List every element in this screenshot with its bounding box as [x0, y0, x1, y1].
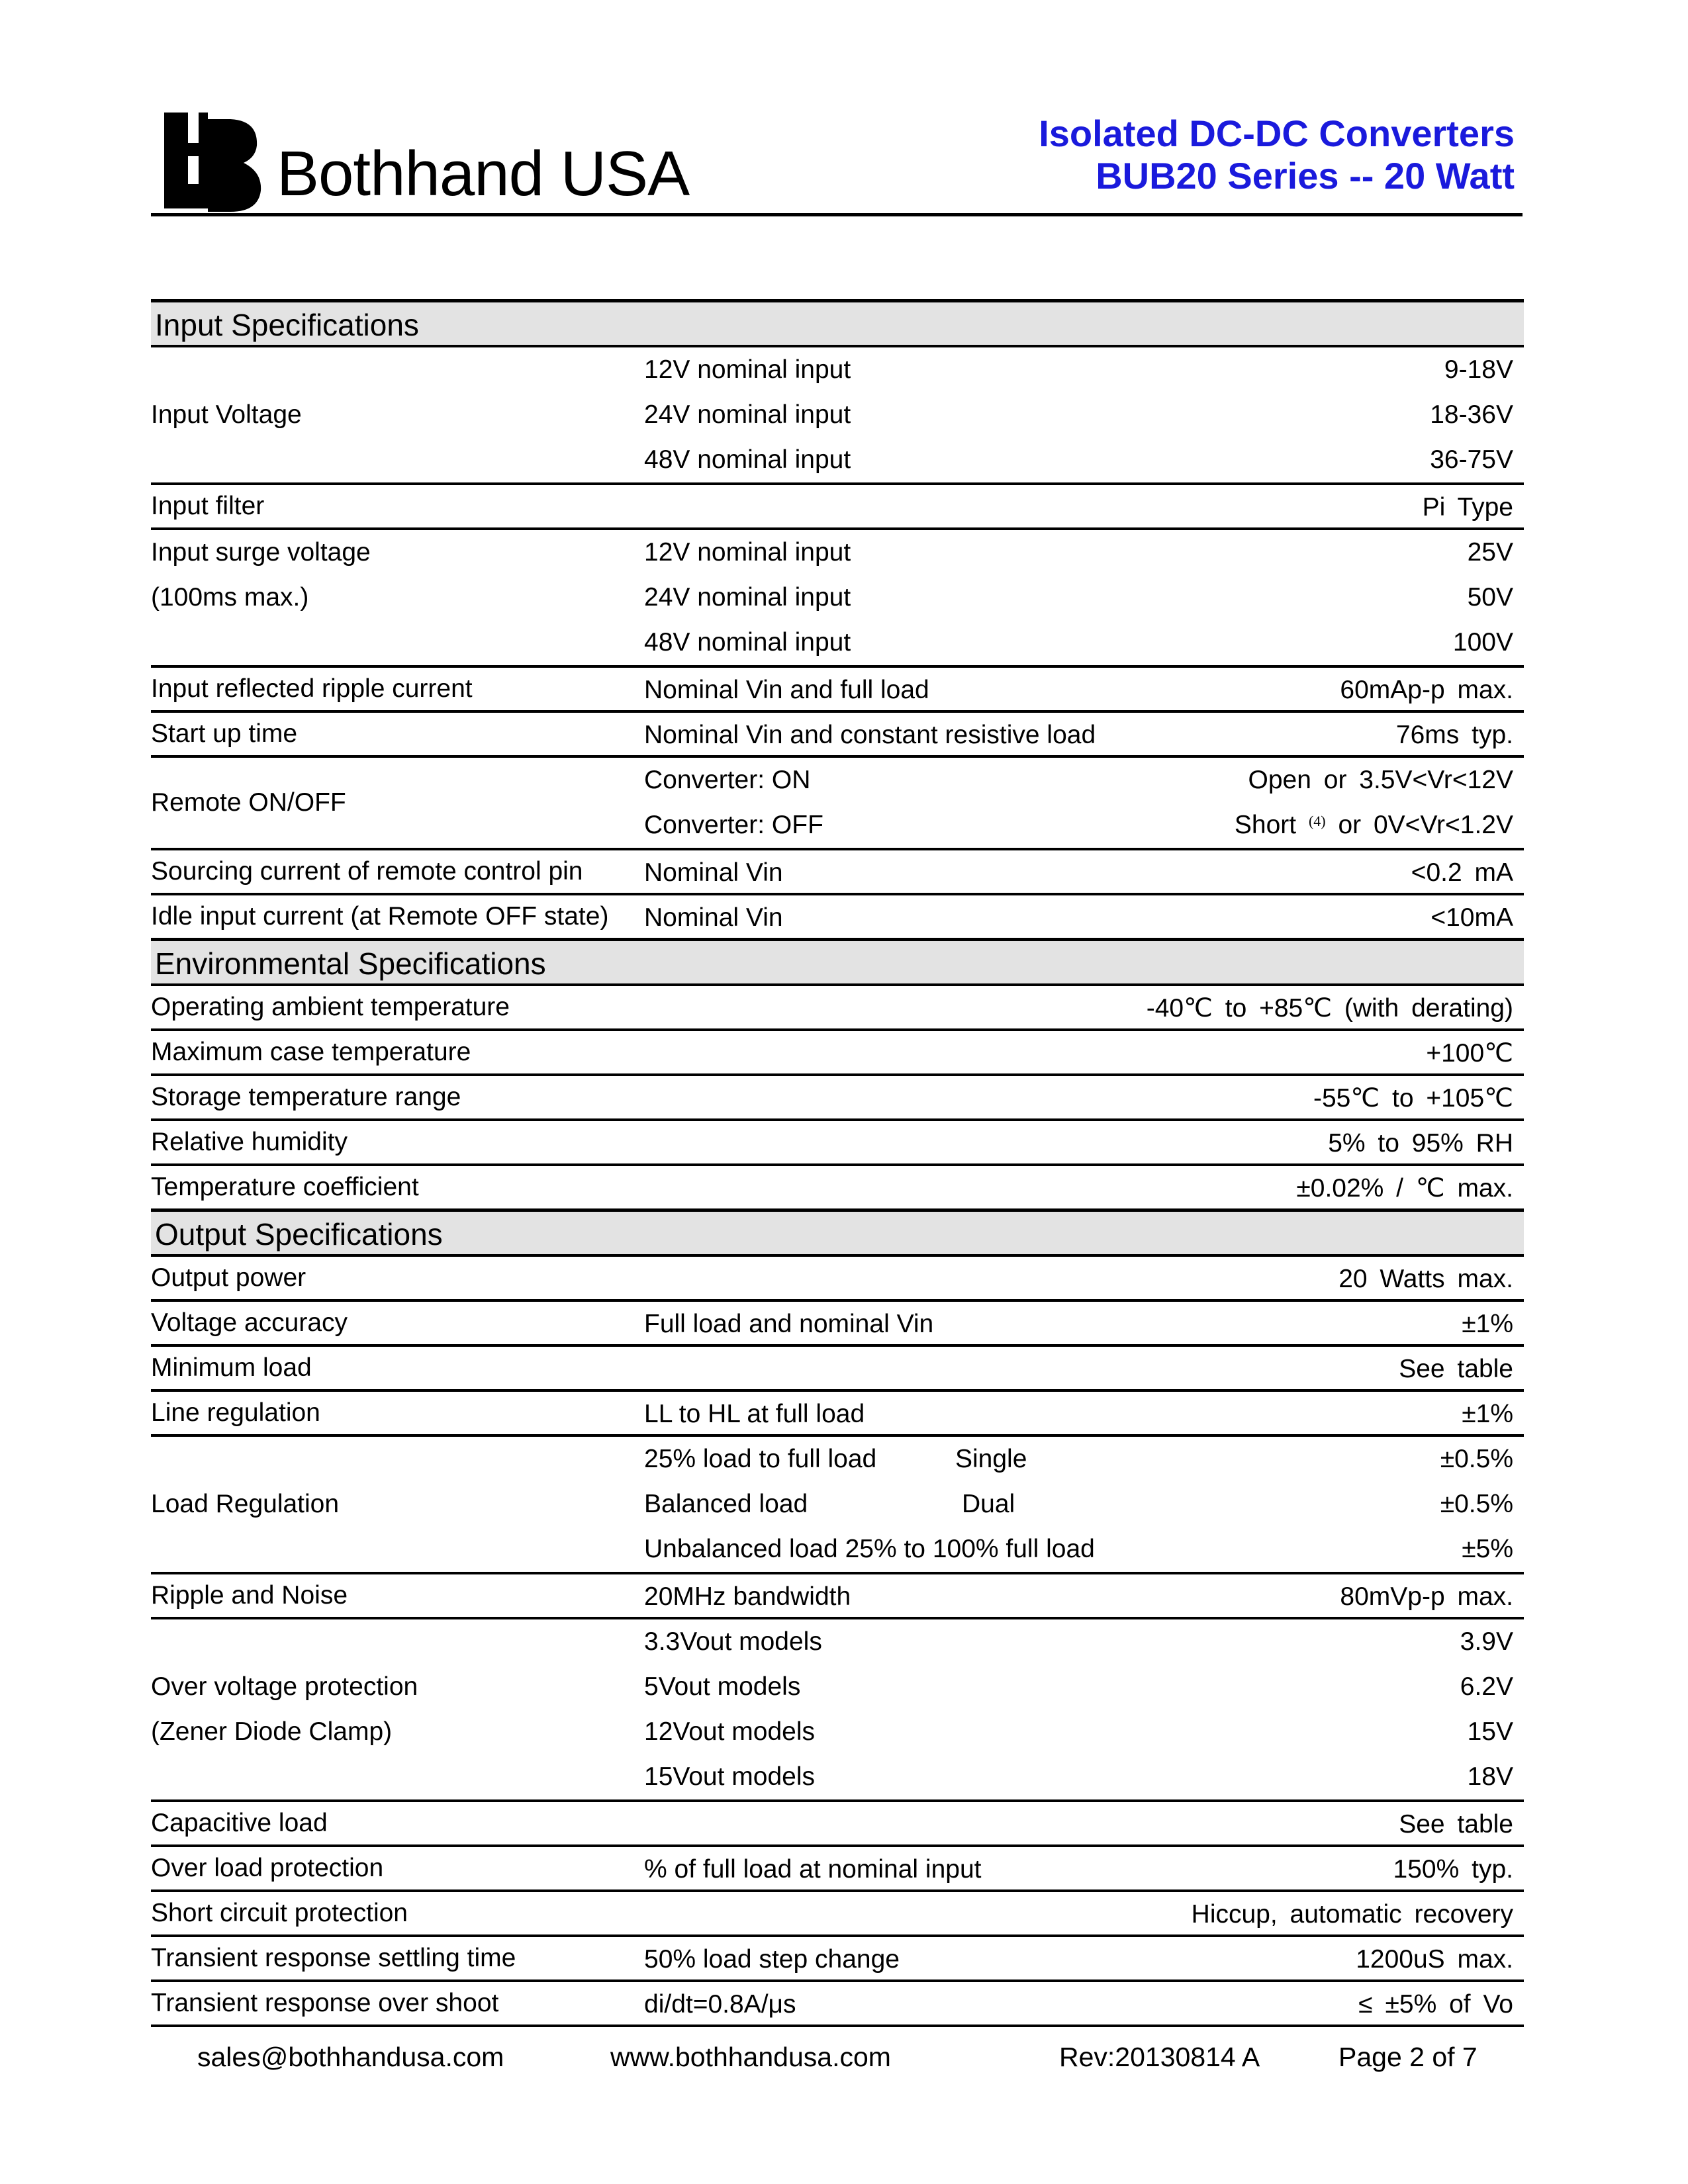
spec-label: Ripple and Noise: [151, 1581, 348, 1610]
spec-condition: di/dt=0.8A/μs: [644, 1990, 796, 2019]
section-header: [151, 299, 1524, 347]
spec-value: ±0.5%: [1440, 1445, 1513, 1473]
spec-value: 15V: [1467, 1717, 1513, 1746]
spec-label: Sourcing current of remote control pin: [151, 857, 583, 886]
spec-value: [1235, 811, 1513, 840]
spec-condition: Unbalanced load 25% to 100% full load: [644, 1535, 1095, 1563]
spec-row: [151, 1847, 1524, 1892]
spec-label-note: (100ms max.): [151, 583, 309, 612]
spec-value: Pi Type: [1422, 493, 1513, 522]
spec-condition: Converter: ON: [644, 766, 811, 794]
spec-row: [151, 1121, 1524, 1166]
section-title: Input Specifications: [155, 308, 419, 342]
spec-label: Short circuit protection: [151, 1899, 408, 1927]
spec-condition: 48V nominal input: [644, 628, 851, 657]
spec-condition: 12V nominal input: [644, 355, 851, 384]
spec-row: [151, 530, 1524, 668]
spec-condition: Full load and nominal Vin: [644, 1310, 934, 1338]
section-title: Output Specifications: [155, 1217, 443, 1251]
spec-row: [151, 1619, 1524, 1802]
spec-line: [151, 575, 1524, 620]
spec-line: [151, 437, 1524, 482]
spec-row: [151, 1437, 1524, 1574]
spec-output-type: Dual: [962, 1490, 1015, 1518]
title-line-1: Isolated DC-DC Converters: [1039, 113, 1515, 154]
spec-label: Maximum case temperature: [151, 1038, 471, 1066]
spec-condition: Converter: OFF: [644, 811, 823, 839]
spec-condition: 12V nominal input: [644, 538, 851, 567]
spec-label: Over voltage protection: [151, 1672, 418, 1701]
spec-condition: Nominal Vin and constant resistive load: [644, 721, 1096, 749]
spec-condition: 24V nominal input: [644, 400, 851, 429]
spec-row: [151, 1302, 1524, 1347]
spec-row: [151, 850, 1524, 895]
title-line-2: BUB20 Series -- 20 Watt: [1096, 155, 1515, 197]
spec-row: [151, 1166, 1524, 1208]
spec-value: 6.2V: [1460, 1672, 1513, 1701]
footer-email[interactable]: sales@bothhandusa.com: [197, 2042, 504, 2072]
spec-line: [151, 1437, 1524, 1482]
spec-row: [151, 1076, 1524, 1121]
spec-value-text: or 0V<Vr<1.2V: [1338, 811, 1513, 839]
spec-label: Transient response over shoot: [151, 1989, 499, 2017]
spec-row: [151, 1892, 1524, 1937]
spec-value-prefix: Short: [1234, 811, 1297, 839]
spec-value: 150% typ.: [1393, 1855, 1513, 1884]
spec-condition: Nominal Vin and full load: [644, 676, 929, 704]
footnote-ref: (4): [1308, 813, 1326, 829]
spec-condition: 5Vout models: [644, 1672, 801, 1701]
spec-condition: % of full load at nominal input: [644, 1855, 982, 1884]
document-title: [1039, 113, 1515, 197]
spec-label: Temperature coefficient: [151, 1173, 419, 1201]
spec-condition: 3.3Vout models: [644, 1627, 822, 1656]
spec-line: [151, 1257, 1524, 1299]
spec-value: ±5%: [1462, 1535, 1513, 1563]
spec-label: Idle input current (at Remote OFF state): [151, 902, 609, 931]
spec-value: ±0.5%: [1440, 1490, 1513, 1518]
spec-line: [151, 1527, 1524, 1572]
spec-value: See table: [1399, 1810, 1513, 1839]
spec-label: Over load protection: [151, 1854, 384, 1882]
spec-row: [151, 347, 1524, 485]
spec-value: 100V: [1452, 628, 1513, 657]
spec-condition: 50% load step change: [644, 1945, 900, 1974]
spec-line: [151, 620, 1524, 665]
spec-value: ±1%: [1462, 1400, 1513, 1428]
spec-line: [151, 1482, 1524, 1527]
spec-row: [151, 1347, 1524, 1392]
spec-line: [151, 758, 1524, 803]
spec-row: [151, 1574, 1524, 1619]
spec-value: -40℃ to +85℃ (with derating): [1146, 994, 1513, 1023]
footer-page-number: Page 2 of 7: [1338, 2042, 1477, 2072]
spec-value: <0.2 mA: [1411, 858, 1513, 887]
spec-row: [151, 1937, 1524, 1982]
spec-row: [151, 1802, 1524, 1847]
spec-line: [151, 1619, 1524, 1664]
spec-label: Input Voltage: [151, 400, 302, 429]
header-divider: [151, 213, 1523, 216]
spec-condition: 48V nominal input: [644, 445, 851, 474]
spec-line: [151, 803, 1524, 848]
spec-label: Input filter: [151, 492, 265, 520]
spec-line: [151, 713, 1524, 755]
spec-line: [151, 1754, 1524, 1799]
spec-label: Output power: [151, 1263, 306, 1292]
spec-line: [151, 1802, 1524, 1844]
bothhand-logo-icon: [164, 113, 262, 212]
spec-row: [151, 713, 1524, 758]
spec-value: 80mVp-p max.: [1340, 1582, 1513, 1611]
spec-value: ±1%: [1462, 1310, 1513, 1338]
spec-label-note: (Zener Diode Clamp): [151, 1717, 393, 1746]
spec-value: 18V: [1467, 1762, 1513, 1791]
section-title: Environmental Specifications: [155, 946, 546, 981]
spec-line: [151, 347, 1524, 392]
spec-label: Operating ambient temperature: [151, 993, 510, 1021]
spec-value: ≤ ±5% of Vo: [1358, 1990, 1513, 2019]
spec-condition: 20MHz bandwidth: [644, 1582, 851, 1611]
spec-label: Voltage accuracy: [151, 1308, 348, 1337]
spec-label: Remote ON/OFF: [151, 788, 346, 817]
spec-value: 18-36V: [1430, 400, 1513, 429]
spec-value: 76ms typ.: [1395, 721, 1513, 749]
spec-row: [151, 1257, 1524, 1302]
spec-value: -55℃ to +105℃: [1313, 1084, 1513, 1113]
spec-condition: 25% load to full load: [644, 1445, 877, 1473]
spec-value: Hiccup, automatic recovery: [1191, 1900, 1513, 1929]
spec-label: Storage temperature range: [151, 1083, 461, 1111]
spec-row: [151, 668, 1524, 713]
spec-label: Input surge voltage: [151, 538, 371, 567]
spec-label: Start up time: [151, 719, 298, 748]
spec-value: 3.9V: [1460, 1627, 1513, 1656]
spec-value: See table: [1399, 1355, 1513, 1383]
spec-value: 9-18V: [1444, 355, 1513, 384]
spec-label: Capacitive load: [151, 1809, 328, 1837]
section-header: [151, 938, 1524, 986]
spec-line: [151, 1121, 1524, 1163]
spec-condition: 12Vout models: [644, 1717, 816, 1746]
spec-condition: Nominal Vin: [644, 858, 783, 887]
spec-value: 25V: [1467, 538, 1513, 567]
spec-value: <10mA: [1430, 903, 1513, 932]
spec-label: Relative humidity: [151, 1128, 348, 1156]
brand-name: Bothhand USA: [277, 138, 690, 209]
spec-value: +100℃: [1426, 1039, 1513, 1068]
spec-row: [151, 1392, 1524, 1437]
spec-label: Input reflected ripple current: [151, 674, 473, 703]
spec-value: Open or 3.5V<Vr<12V: [1248, 766, 1513, 794]
spec-value: 50V: [1467, 583, 1513, 612]
spec-condition: 15Vout models: [644, 1762, 816, 1791]
spec-row: [151, 758, 1524, 850]
section-header: [151, 1208, 1524, 1257]
spec-value: 60mAp-p max.: [1340, 676, 1513, 704]
spec-line: [151, 1302, 1524, 1344]
spec-line: [151, 1574, 1524, 1617]
spec-value: 20 Watts max.: [1338, 1265, 1513, 1293]
spec-row: [151, 1031, 1524, 1076]
spec-value: ±0.02% / ℃ max.: [1296, 1174, 1513, 1203]
spec-value: 1200uS max.: [1356, 1945, 1513, 1974]
footer-revision: Rev:20130814 A: [1059, 2042, 1260, 2072]
spec-line: [151, 1392, 1524, 1434]
spec-line: [151, 1347, 1524, 1389]
spec-line: [151, 485, 1524, 527]
spec-condition: Balanced load: [644, 1490, 808, 1518]
spec-output-type: Single: [955, 1445, 1027, 1473]
spec-row: [151, 485, 1524, 530]
footer-website[interactable]: www.bothhandusa.com: [610, 2042, 891, 2072]
spec-condition: LL to HL at full load: [644, 1400, 865, 1428]
spec-row: [151, 1982, 1524, 2027]
spec-condition: Nominal Vin: [644, 903, 783, 932]
spec-value: 5% to 95% RH: [1328, 1129, 1513, 1158]
spec-line: [151, 392, 1524, 437]
spec-row: [151, 895, 1524, 938]
spec-condition: 24V nominal input: [644, 583, 851, 612]
spec-row: [151, 986, 1524, 1031]
spec-label: Load Regulation: [151, 1490, 340, 1518]
spec-label: Minimum load: [151, 1353, 312, 1382]
spec-label: Line regulation: [151, 1398, 320, 1427]
spec-value: 36-75V: [1430, 445, 1513, 474]
spec-label: Transient response settling time: [151, 1944, 516, 1972]
specifications-table: [151, 299, 1524, 2027]
